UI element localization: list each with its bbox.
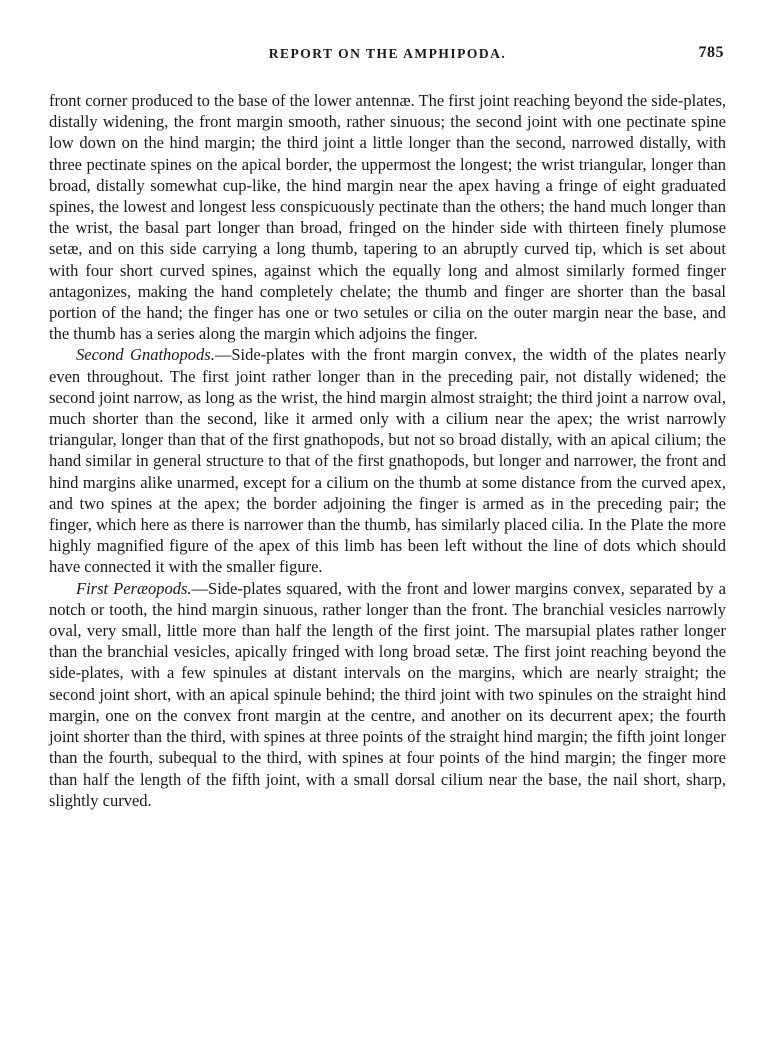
- page-number: 785: [698, 44, 724, 61]
- paragraph-first-gnathopods-continued: [49, 90, 726, 344]
- paragraph-text: —Side-plates with the front margin convex, the width of the plates nearly even throughout. The first joint rather longer than in the preceding pair, not distally widened; the second joint narrow, as long as the wrist, the hind margin almost straight; the third joint a narrow oval, much shorter than the second, like it armed only with a cilium near the apex; the wrist narrowly triangular, longer than that of the first gnathopods, but not so broad distally, with an apical cilium; the hand similar in general structure to that of the first gnathopods, but longer and narrower, the front and hind margins alike unarmed, except for a cilium on the thumb at some distance from the curved apex, and two spines at the apex; the border adjoining the finger is armed as in the preceding pair; the finger, which here as there is narrower than the thumb, has similarly placed cilia. In the Plate the more highly magnified figure of the apex of this limb has been left without the line of dots which should have connected it with the smaller figure.: [49, 345, 726, 577]
- running-header: [49, 40, 726, 70]
- paragraph-second-gnathopods: [49, 344, 726, 577]
- paragraph-text: —Side-plates squared, with the front and lower margins convex, separated by a notch or tooth, the hind margin sinuous, rather longer than the front. The branchial vesicles narrowly oval, very small, little more than half the length of the first joint. The marsupial plates rather longer than the branchial vesicles, apically fringed with long broad setæ. The first joint reaching beyond the side-plates, with a few spinules at distant intervals on the margins, which are nearly straight; the second joint short, with an apical spinule behind; the third joint with two spinules on the straight hind margin, one on the convex front margin at the centre, and another on its decurrent apex; the fourth joint shorter than the third, with spines at three points of the straight hind margin; the fifth joint longer than the fourth, subequal to the third, with spines at four points of the hind margin; the finger more than half the length of the fifth joint, with a small dorsal cilium near the base, the nail short, sharp, slightly curved.: [49, 578, 726, 810]
- section-heading-first-peraeopods: First Peræopods.: [76, 578, 192, 598]
- book-page: [49, 40, 726, 811]
- running-title: REPORT ON THE AMPHIPODA.: [268, 46, 507, 61]
- body-text: [49, 90, 726, 811]
- section-heading-second-gnathopods: Second Gnathopods.: [76, 345, 215, 365]
- paragraph-first-peraeopods: [49, 578, 726, 811]
- paragraph-text: front corner produced to the base of the lower antennæ. The first joint reaching beyond the side-plates, distally widening, the front margin smooth, rather sinuous; the second joint with one pectinate spine low down on the hind margin; the third joint a little longer than the second, narrowed distally, with three pectinate spines on the apical border, the uppermost the longest; the wrist triangular, longer than broad, distally somewhat cup-like, the hind margin near the apex having a fringe of eight graduated spines, the lowest and longest less conspicuously pectinate than the others; the hand much longer than the wrist, the basal part longer than broad, fringed on the hinder side with thirteen finely plumose setæ, and on this side carrying a long thumb, tapering to an abruptly curved tip, which is set about with four short curved spines, against which the equally long and almost similarly formed finger antagonizes, making the hand completely chelate; the thumb and finger are shorter than the basal portion of the hand; the finger has one or two setules or cilia on the outer margin near the base, and the thumb has a series along the margin which adjoins the finger.: [49, 91, 726, 344]
